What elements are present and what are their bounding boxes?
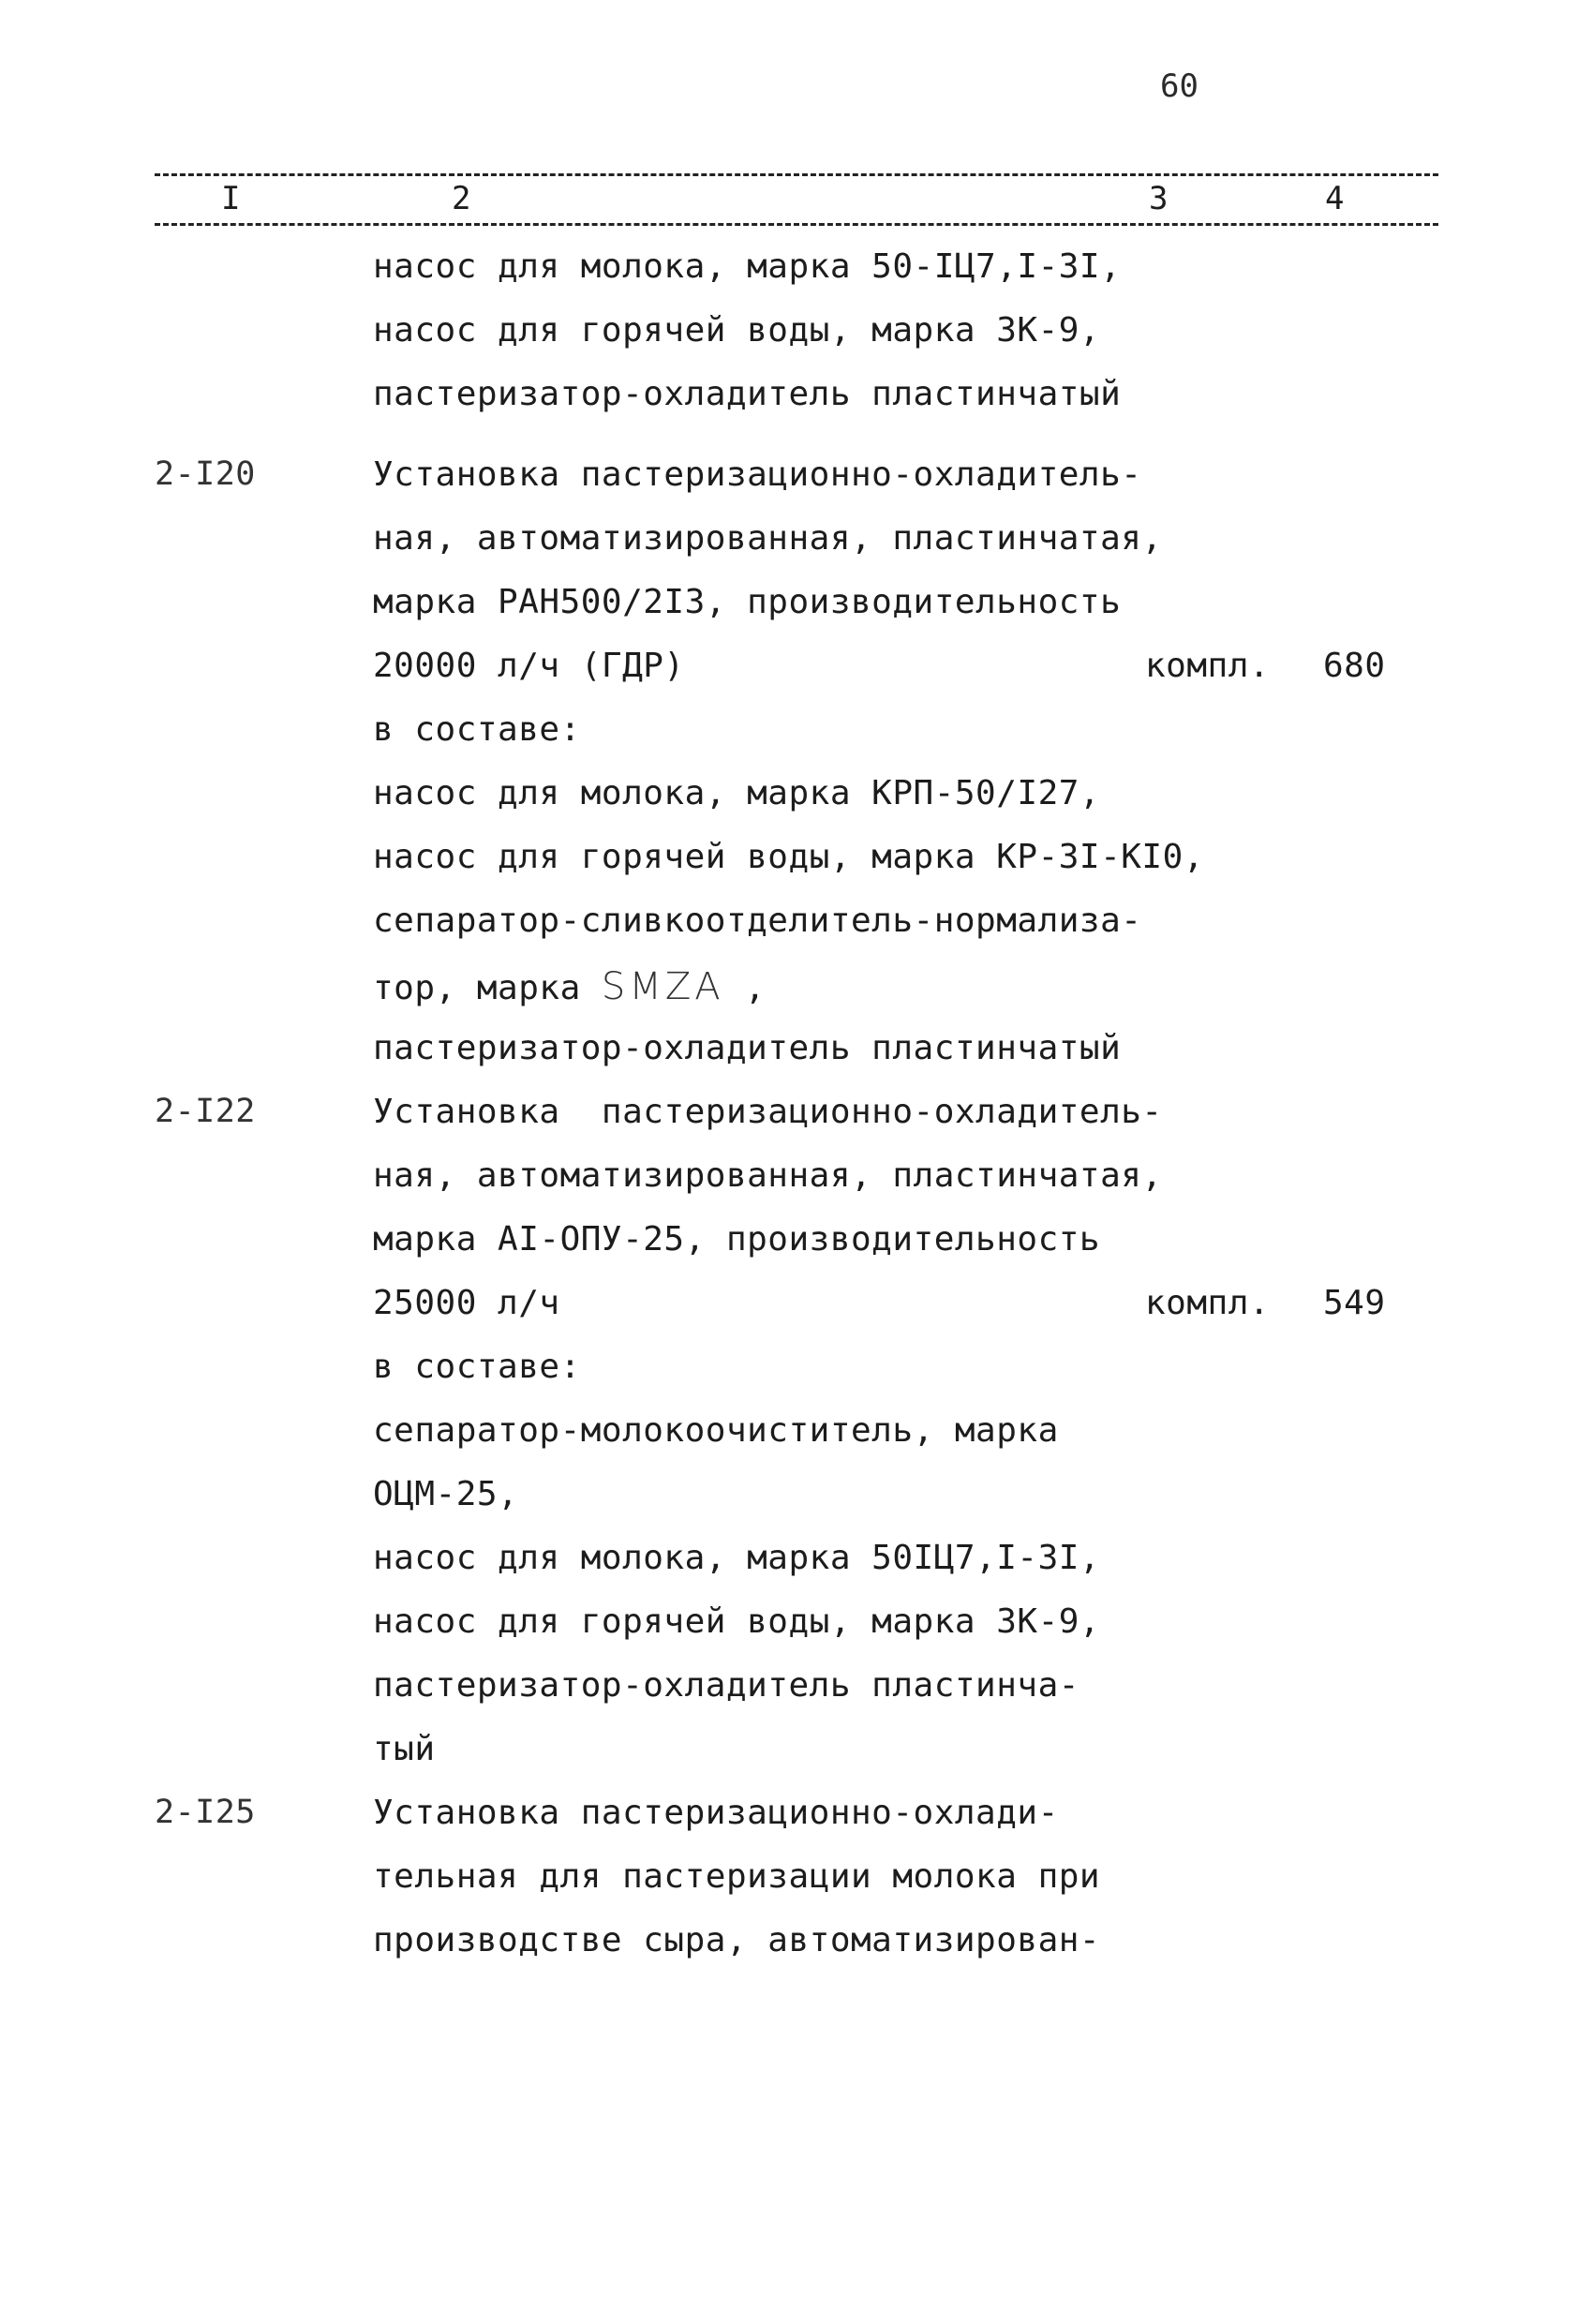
column-number-3: 3 <box>1145 180 1171 217</box>
mark-suffix: , <box>723 969 766 1007</box>
unit-cell: компл. <box>1145 1284 1271 1322</box>
continuation-line: пастеризатор-охладитель пластинчатый <box>373 375 1122 413</box>
item-code: 2-I25 <box>155 1794 256 1831</box>
description-line: марка РАН500/2I3, производительность <box>373 583 1122 621</box>
description-line: Установка пастеризационно-охладитель- <box>373 1093 1163 1131</box>
header-bottom-rule <box>155 223 1438 226</box>
column-number-2: 2 <box>448 180 474 217</box>
description-line: 25000 л/ч <box>373 1284 560 1322</box>
description-line: Установка пастеризационно-охладитель- <box>373 455 1142 494</box>
header-top-rule <box>155 173 1438 176</box>
item-code: 2-I22 <box>155 1093 256 1130</box>
unit-cell: компл. <box>1145 647 1271 685</box>
description-line: пастеризатор-охладитель пластинча- <box>373 1666 1079 1705</box>
column-number-4: 4 <box>1321 180 1347 217</box>
description-line: в составе: <box>373 1348 581 1386</box>
quantity-cell: 549 <box>1323 1284 1386 1322</box>
description-text: тор, марка <box>373 969 602 1007</box>
description-line: пастеризатор-охладитель пластинчатый <box>373 1029 1122 1067</box>
description-line: Установка пастеризационно-охлади- <box>373 1794 1059 1832</box>
description-line: ная, автоматизированная, пластинчатая, <box>373 519 1163 558</box>
description-line: сепаратор-молокоочиститель, марка <box>373 1411 1059 1450</box>
description-line: в составе: <box>373 710 581 749</box>
description-line: ОЦМ-25, <box>373 1475 519 1513</box>
description-line: производстве сыра, автоматизирован- <box>373 1921 1101 1959</box>
column-number-1: I <box>217 180 244 217</box>
description-line: 20000 л/ч (ГДР) <box>373 647 685 685</box>
item-code: 2-I20 <box>155 455 256 493</box>
handwritten-mark: SMZA <box>601 965 724 1008</box>
continuation-line: насос для молока, марка 50-IЦ7,I-3I, <box>373 247 1122 286</box>
description-line: насос для горячей воды, марка КР-3I-КI0, <box>373 838 1204 876</box>
description-line: ная, автоматизированная, пластинчатая, <box>373 1156 1163 1195</box>
description-line: сепаратор-сливкоотделитель-нормализа- <box>373 901 1142 940</box>
quantity-cell: 680 <box>1323 647 1386 685</box>
description-line: насос для молока, марка КРП-50/I27, <box>373 774 1101 812</box>
description-line: насос для молока, марка 50IЦ7,I-3I, <box>373 1539 1101 1577</box>
description-line: тый <box>373 1730 436 1768</box>
continuation-line: насос для горячей воды, марка 3К-9, <box>373 311 1101 350</box>
description-line: насос для горячей воды, марка 3К-9, <box>373 1602 1101 1641</box>
description-line <box>373 965 766 1008</box>
description-line: тельная для пастеризации молока при <box>373 1857 1101 1896</box>
description-line: марка АI-ОПУ-25, производительность <box>373 1220 1101 1259</box>
page-number: 60 <box>1160 67 1198 105</box>
